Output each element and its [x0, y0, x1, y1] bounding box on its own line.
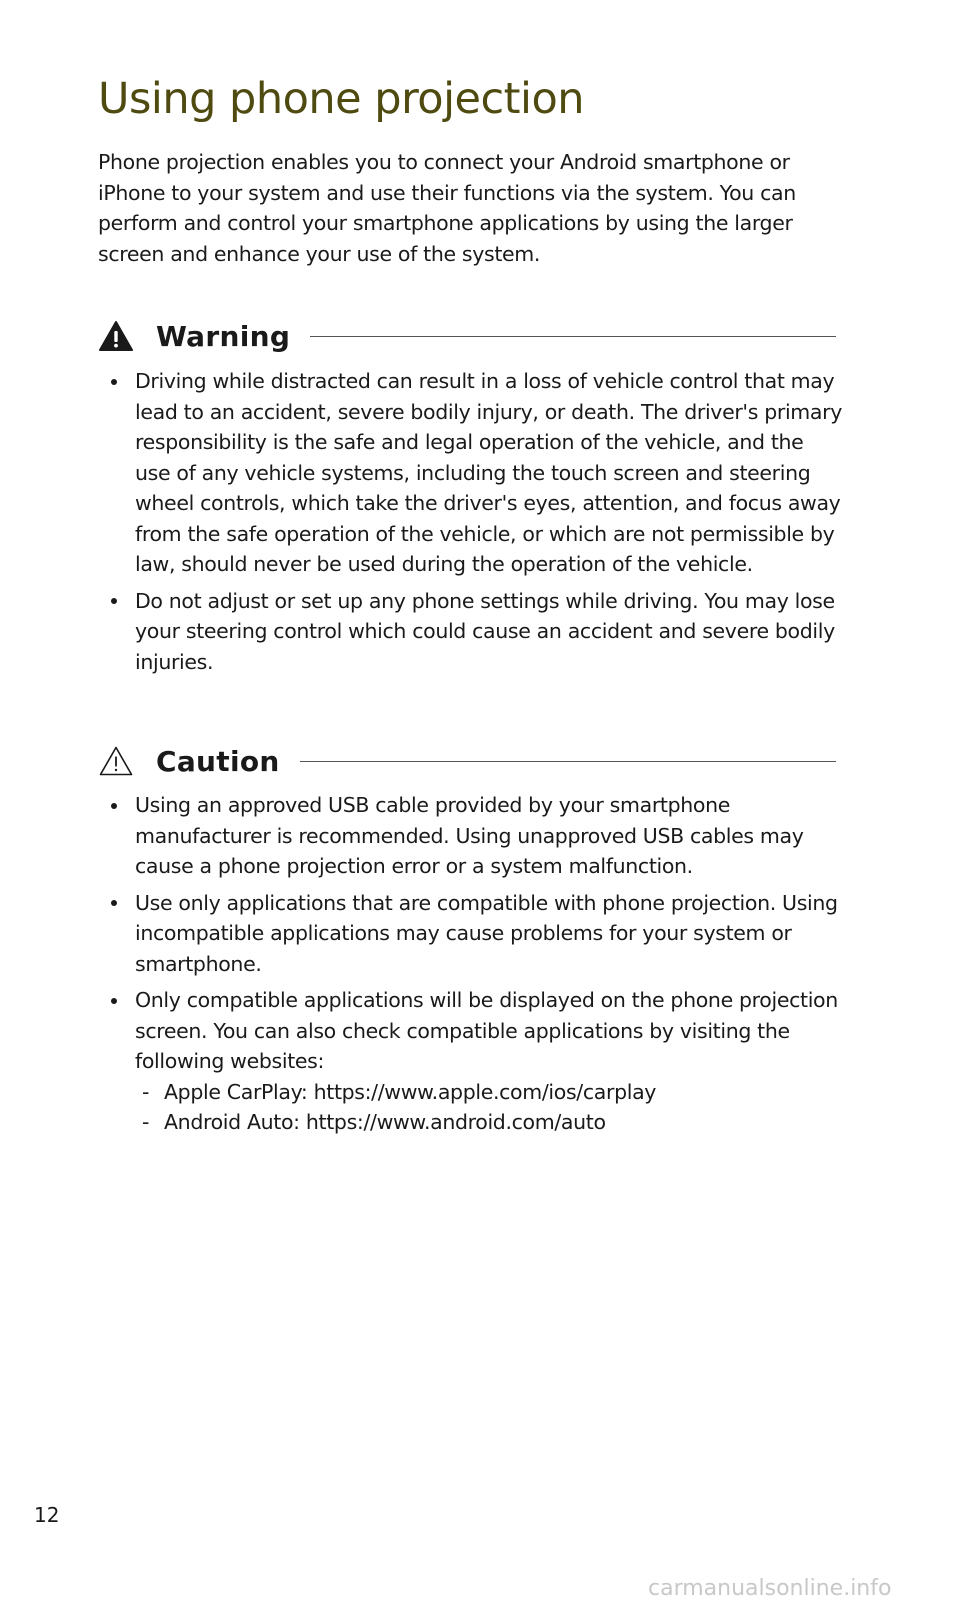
caution-title: Caution	[156, 744, 280, 778]
website-item-carplay	[135, 1077, 843, 1108]
warning-item-text: Do not adjust or set up any phone settings while driving. You may lose your steering control which could cause an accident and severe bodily injuries.	[135, 588, 835, 674]
caution-header	[98, 741, 836, 781]
caution-outline-icon	[98, 744, 136, 778]
warning-divider	[310, 336, 836, 337]
bullet-icon	[111, 379, 117, 385]
website-list	[135, 1077, 843, 1138]
caution-list	[98, 790, 843, 1144]
bullet-icon	[111, 803, 117, 809]
bullet-icon	[111, 900, 117, 906]
list-item	[98, 366, 843, 580]
watermark: carmanualsonline.info	[648, 1576, 892, 1601]
warning-item-text: Driving while distracted can result in a loss of vehicle control that may lead to an accident, severe bodily injury, or death. The driver's primary responsibility is the safe and legal operation of the vehicle, and the use of any vehicle systems, including the touch screen and steering wheel controls, which take the driver's eyes, attention, and focus away from the safe operation of the vehicle, or which are not permissible by law, should never be used during the operation of the vehicle.	[135, 369, 842, 576]
website-item-android-auto	[135, 1107, 843, 1138]
warning-header	[98, 316, 836, 356]
warning-title: Warning	[156, 319, 291, 353]
warning-list	[98, 366, 843, 683]
list-item	[98, 790, 843, 882]
caution-divider	[300, 761, 836, 762]
dash-icon: -	[142, 1110, 150, 1134]
caution-item-text: Using an approved USB cable provided by your smartphone manufacturer is recommended. Using unapproved USB cables may cause a phone projection error or a system malfunction.	[135, 793, 804, 878]
dash-icon: -	[142, 1079, 150, 1104]
caution-item-text: Use only applications that are compatible with phone projection. Using incompatible applications may cause problems for your system or smartphone.	[135, 890, 838, 976]
caution-item-text: Only compatible applications will be displayed on the phone projection screen. You can also check compatible applications by visiting the following websites:	[135, 988, 838, 1073]
warning-filled-icon	[98, 319, 136, 353]
intro-paragraph: Phone projection enables you to connect your Android smartphone or iPhone to your system and use their functions via the system. You can perform and control your smartphone applications by using the larger screen and enhance your use of the system.	[98, 150, 796, 266]
website-text: Android Auto: https://www.android.com/auto	[164, 1110, 606, 1134]
list-item	[98, 985, 843, 1138]
website-text: Apple CarPlay: https://www.apple.com/ios/carplay	[164, 1079, 657, 1104]
bullet-icon	[111, 598, 117, 604]
page-number: 12	[34, 1503, 60, 1527]
bullet-icon	[111, 998, 117, 1004]
page-title: Using phone projection	[98, 74, 585, 124]
list-item	[98, 888, 843, 980]
list-item	[98, 586, 843, 678]
